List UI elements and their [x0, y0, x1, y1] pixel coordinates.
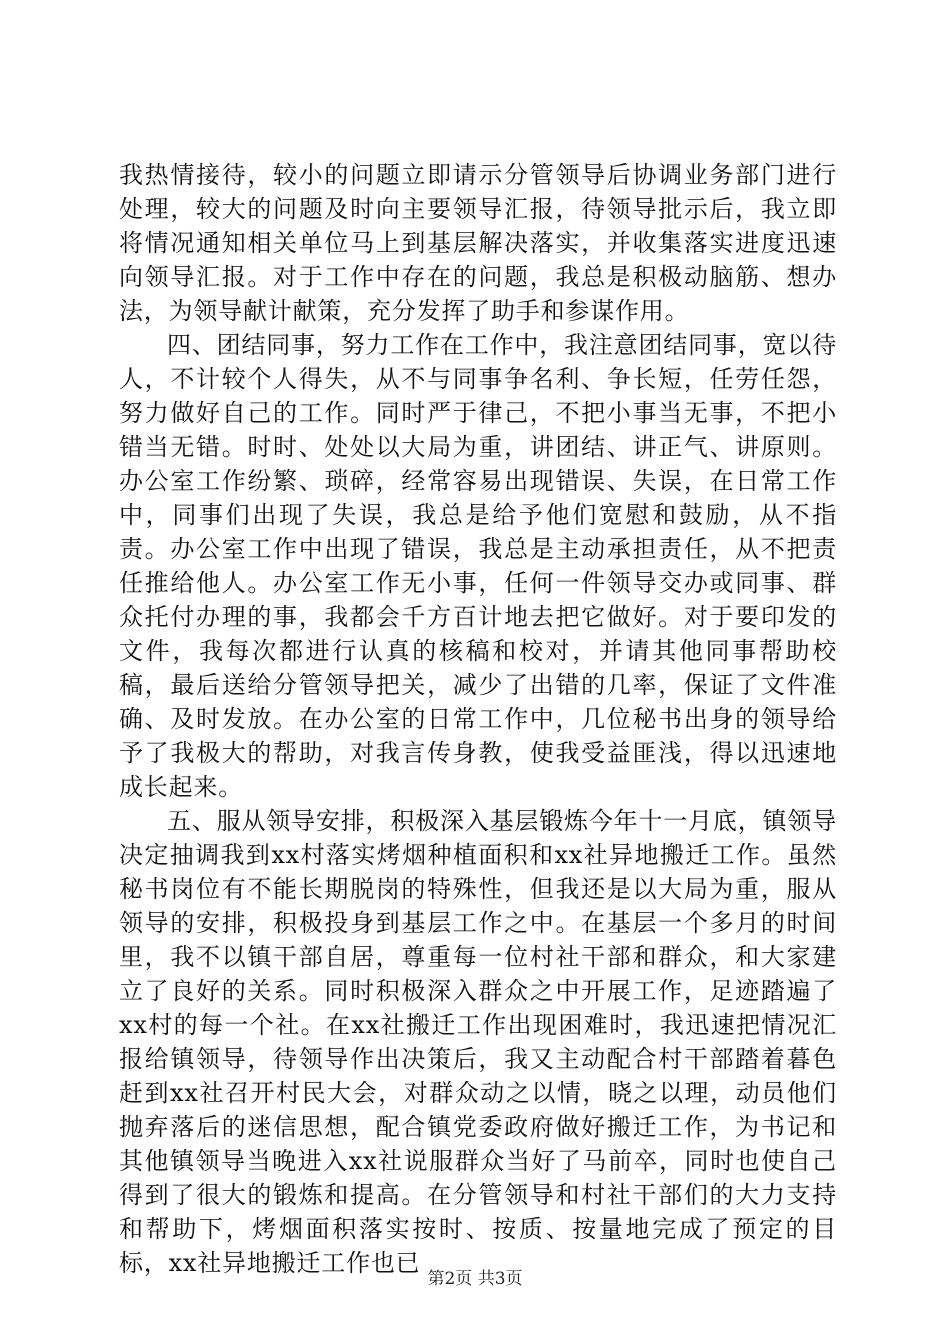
- document-body: [119, 158, 837, 1280]
- paragraph-section-four: 四、团结同事，努力工作在工作中，我注意团结同事，宽以待人，不计较个人得失，从不与同事争名利、争长短，任劳任怨，努力做好自己的工作。同时严于律己，不把小事当无事，不把小错当无错。时时、处处以大局为重，讲团结、讲正气、讲原则。办公室工作纷繁、琐碎，经常容易出现错误、失误，在日常工作中，同事们出现了失误，我总是给予他们宽慰和鼓励，从不指责。办公室工作中出现了错误，我总是主动承担责任，从不把责任推给他人。办公室工作无小事，任何一件领导交办或同事、群众托付办理的事，我都会千方百计地去把它做好。对于要印发的文件，我每次都进行认真的核稿和校对，并请其他同事帮助校稿，最后送给分管领导把关，减少了出错的几率，保证了文件准确、及时发放。在办公室的日常工作中，几位秘书出身的领导给予了我极大的帮助，对我言传身教，使我受益匪浅，得以迅速地成长起来。: [119, 331, 837, 801]
- paragraph-section-five: 五、服从领导安排，积极深入基层锻炼今年十一月底，镇领导决定抽调我到xx村落实烤烟种植面积和xx社异地搬迁工作。虽然秘书岗位有不能长期脱岗的特殊性，但我还是以大局为重，服从领导的安排，积极投身到基层工作之中。在基层一个多月的时间里，我不以镇干部自居，尊重每一位村社干部和群众，和大家建立了良好的关系。同时积极深入群众之中开展工作，足迹踏遍了xx村的每一个社。在xx社搬迁工作出现困难时，我迅速把情况汇报给镇领导，待领导作出决策后，我又主动配合村干部踏着暮色赶到xx社召开村民大会，对群众动之以情，晓之以理，动员他们抛弃落后的迷信思想，配合镇党委政府做好搬迁工作，为书记和其他镇领导当晚进入xx社说服群众当好了马前卒，同时也使自己得到了很大的锻炼和提高。在分管领导和村社干部们的大力支持和帮助下，烤烟面积落实按时、按质、按量地完成了预定的目标，xx社异地搬迁工作也已: [119, 807, 837, 1277]
- page-number-footer: 第2页 共3页: [427, 1269, 523, 1289]
- paragraph-continuation: 我热情接待，较小的问题立即请示分管领导后协调业务部门进行处理，较大的问题及时向主要领导汇报，待领导批示后，我立即将情况通知相关单位马上到基层解决落实，并收集落实进度迅速向领导汇报。对于工作中存在的问题，我总是积极动脑筋、想办法，为领导献计献策，充分发挥了助手和参谋作用。: [119, 161, 837, 325]
